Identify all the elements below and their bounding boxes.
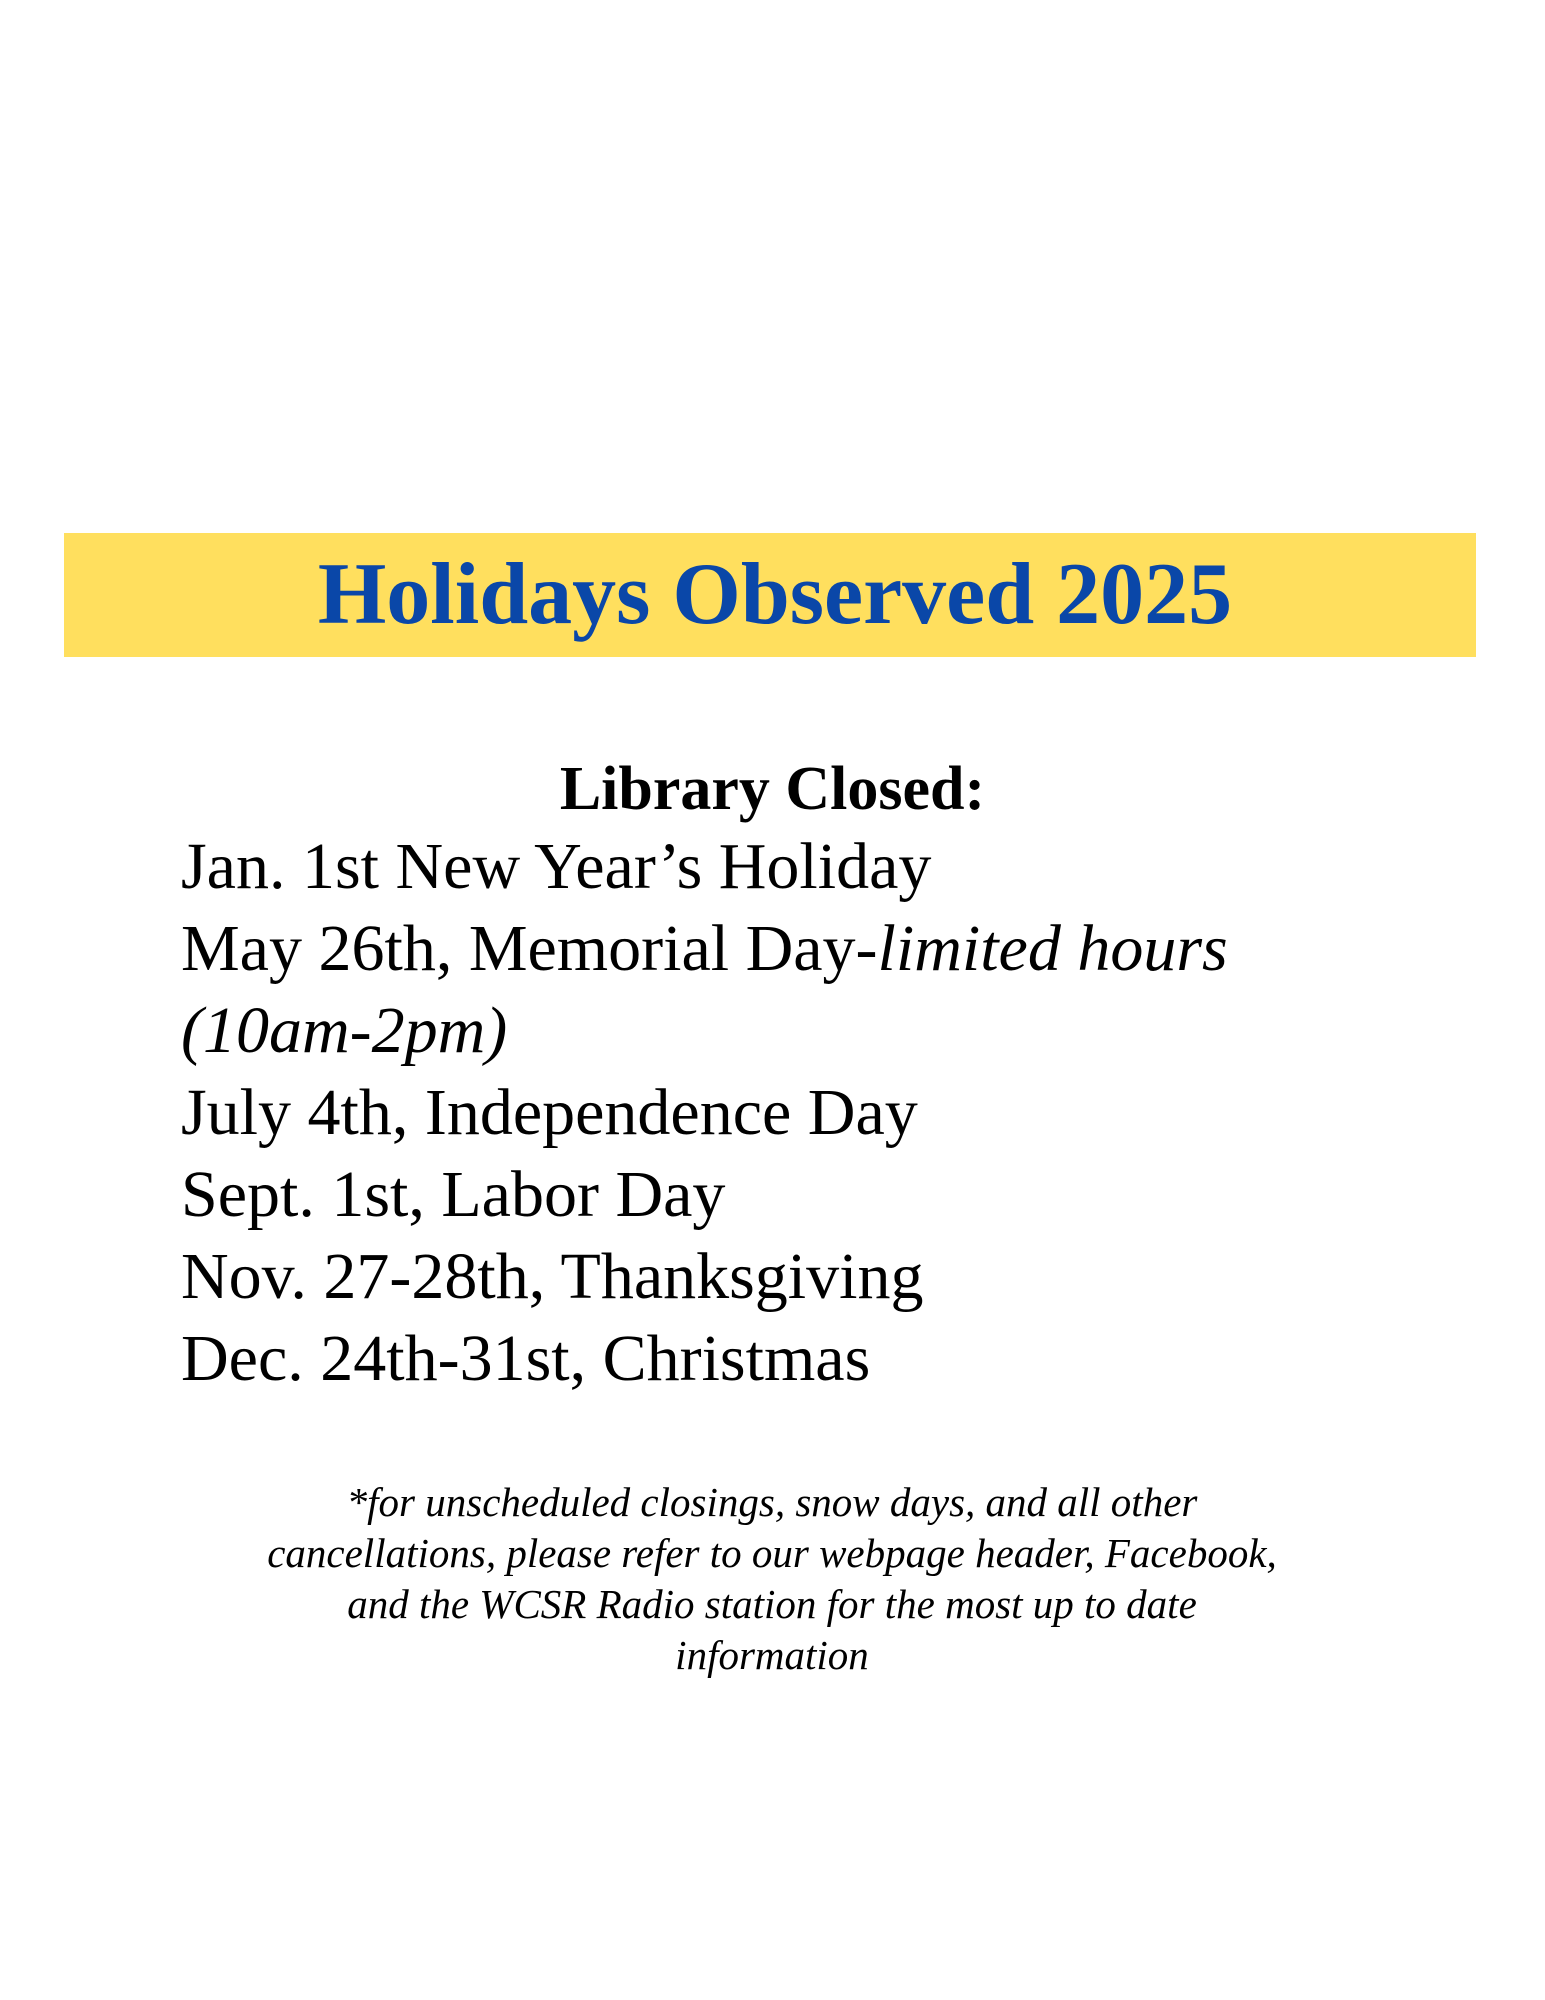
holiday-hours-note: limited hours xyxy=(877,912,1228,985)
holiday-text: Dec. 24th-31st, Christmas xyxy=(181,1322,871,1395)
holiday-text: July 4th, Independence Day xyxy=(181,1076,918,1149)
footnote-line: *for unscheduled closings, snow days, and all other xyxy=(346,1479,1198,1525)
holiday-text: Jan. 1st New Year’s Holiday xyxy=(181,830,932,903)
footnote-line: and the WCSR Radio station for the most up to date xyxy=(347,1581,1197,1627)
holiday-independence-day xyxy=(181,1072,1461,1154)
holiday-new-years xyxy=(181,826,1461,908)
holiday-list xyxy=(181,826,1461,1400)
holiday-christmas xyxy=(181,1318,1461,1400)
footnote xyxy=(172,1477,1372,1681)
holiday-text: May 26th, Memorial Day- xyxy=(181,912,878,985)
title-banner xyxy=(64,533,1476,657)
page-title: Holidays Observed 2025 xyxy=(317,546,1233,643)
footnote-line: cancellations, please refer to our webpage header, Facebook, xyxy=(267,1530,1277,1576)
footnote-line: information xyxy=(675,1632,869,1678)
holiday-text: Nov. 27-28th, Thanksgiving xyxy=(181,1240,924,1313)
holiday-memorial-day xyxy=(181,908,1461,990)
holiday-text: Sept. 1st, Labor Day xyxy=(181,1158,726,1231)
library-closed-heading: Library Closed: xyxy=(559,755,986,823)
holiday-labor-day xyxy=(181,1154,1461,1236)
holiday-hours-note: (10am-2pm) xyxy=(181,994,508,1067)
holiday-memorial-day-hours xyxy=(181,990,1461,1072)
holiday-thanksgiving xyxy=(181,1236,1461,1318)
